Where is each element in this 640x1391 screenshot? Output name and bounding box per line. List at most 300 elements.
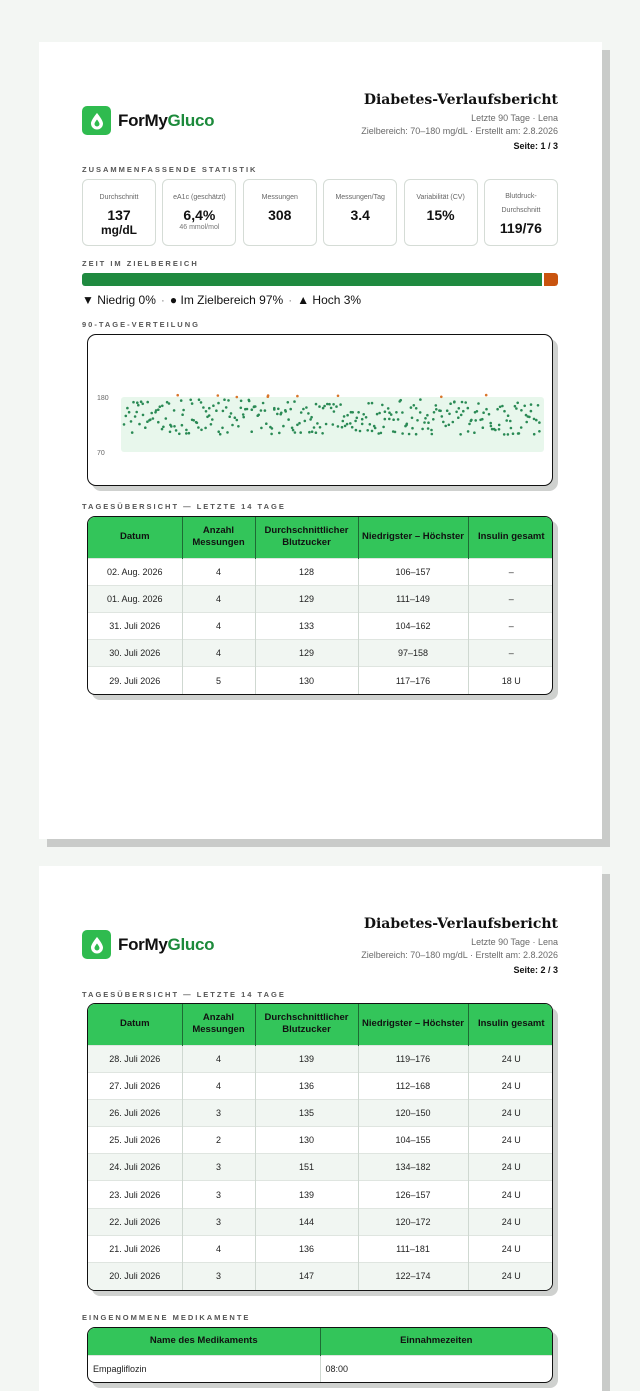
reading-point (185, 432, 188, 435)
reading-point (382, 426, 385, 429)
reading-point (489, 422, 492, 425)
reading-point (442, 421, 445, 424)
reading-point (270, 433, 273, 436)
reading-point-high (440, 396, 443, 399)
reading-point (530, 410, 533, 413)
reading-point (448, 413, 451, 416)
table-cell: – (468, 585, 553, 612)
reading-point (344, 425, 347, 428)
stat-blood-pressure: Blutdruck-Durchschnitt 119/76 (484, 179, 558, 246)
reading-point (413, 404, 416, 407)
distribution-chart-card (87, 334, 553, 486)
table-cell: 28. Juli 2026 (88, 1045, 182, 1072)
reading-point (230, 412, 233, 415)
reading-point (498, 428, 501, 431)
reading-point (192, 419, 195, 422)
reading-point-high (485, 394, 488, 397)
column-header: Anzahl Messungen (182, 1004, 255, 1045)
brand-name: ForMyGluco (118, 110, 215, 130)
table-cell: 4 (182, 1235, 255, 1262)
table-cell: 4 (182, 1072, 255, 1099)
table-cell: 01. Aug. 2026 (88, 585, 182, 612)
reading-point (380, 432, 383, 435)
reading-point (250, 430, 253, 433)
reading-point-high (296, 395, 299, 398)
reading-point (315, 431, 318, 434)
reading-point (181, 424, 184, 427)
reading-point (157, 408, 160, 411)
report-target-range: Zielbereich: 70–180 mg/dL · Erstellt am: 2.8.2026 (361, 126, 558, 136)
reading-point (191, 402, 194, 405)
reading-point (126, 407, 129, 410)
reading-point (131, 431, 134, 434)
table-row (88, 1208, 553, 1235)
reading-point (136, 401, 139, 404)
table-cell: 130 (255, 1127, 358, 1154)
reading-point (411, 427, 414, 430)
reading-point (401, 411, 404, 414)
reading-point (150, 412, 153, 415)
column-header: Durchschnittlicher Blutzucker (255, 517, 358, 558)
reading-point (181, 413, 184, 416)
reading-point (328, 403, 331, 406)
table-cell: 22. Juli 2026 (88, 1208, 182, 1235)
reading-point (173, 409, 176, 412)
column-header: Niedrigster – Höchster (358, 517, 468, 558)
table-cell: 31. Juli 2026 (88, 612, 182, 639)
table-row (88, 1099, 553, 1126)
reading-point (222, 410, 225, 413)
reading-point (240, 400, 243, 403)
reading-point-high (176, 394, 179, 397)
reading-point (236, 419, 239, 422)
reading-point (523, 405, 526, 408)
section-label-distribution: 90-TAGE-VERTEILUNG (82, 320, 200, 329)
column-header: Datum (88, 517, 182, 558)
reading-point (282, 425, 285, 428)
table-row (88, 1181, 553, 1208)
reading-point (349, 422, 352, 425)
reading-point (237, 425, 240, 428)
table-cell: Empagliflozin (88, 1355, 320, 1382)
section-label-summary: ZUSAMMENFASSENDE STATISTIK (82, 165, 258, 174)
reading-point (198, 398, 201, 401)
reading-point (424, 417, 427, 420)
reading-point (518, 432, 521, 435)
reading-point (173, 425, 176, 428)
reading-point (371, 402, 374, 405)
table-cell: 136 (255, 1072, 358, 1099)
table-row (88, 1127, 553, 1154)
reading-point (538, 430, 541, 433)
reading-point (273, 408, 276, 411)
reading-point (361, 418, 364, 421)
table-cell: 111–149 (358, 585, 468, 612)
reading-point (212, 404, 215, 407)
reading-point (537, 404, 540, 407)
daily-table-card-2 (87, 1003, 553, 1291)
reading-point (189, 399, 192, 402)
reading-point (371, 430, 374, 433)
reading-point (204, 427, 207, 430)
table-cell: 135 (255, 1099, 358, 1126)
table-cell: 139 (255, 1181, 358, 1208)
reading-point (144, 426, 147, 429)
table-cell: 24 U (468, 1235, 553, 1262)
reading-point (246, 408, 249, 411)
reading-point (459, 433, 462, 436)
table-cell: 106–157 (358, 558, 468, 585)
table-cell: 151 (255, 1154, 358, 1181)
table-cell: 4 (182, 1045, 255, 1072)
reading-point (264, 409, 267, 412)
reading-point (316, 422, 319, 425)
reading-point (397, 418, 400, 421)
reading-point (499, 406, 502, 409)
distribution-scatter-chart (88, 335, 553, 486)
reading-point (217, 402, 220, 405)
reading-point (535, 419, 538, 422)
reading-point (351, 426, 354, 429)
stat-ea1c: eA1c (geschätzt) 6,4% 46 mmol/mol (162, 179, 236, 246)
reading-point (254, 405, 257, 408)
reading-point (169, 431, 172, 434)
reading-point (165, 417, 168, 420)
reading-point (134, 415, 137, 418)
reading-point (130, 420, 133, 423)
reading-point (494, 429, 497, 432)
reading-point (449, 402, 452, 405)
table-cell: 147 (255, 1263, 358, 1290)
reading-point (332, 403, 335, 406)
table-cell: 111–181 (358, 1235, 468, 1262)
reading-point (359, 430, 362, 433)
table-cell: 129 (255, 640, 358, 667)
reading-point (473, 431, 476, 434)
reading-point (530, 403, 533, 406)
reading-point (257, 414, 260, 417)
reading-point (138, 423, 141, 426)
reading-point (280, 412, 283, 415)
reading-point (135, 411, 138, 414)
reading-point (533, 433, 536, 436)
table-row (88, 1072, 553, 1099)
reading-point (142, 414, 145, 417)
reading-point (337, 425, 340, 428)
column-header: Name des Medikaments (88, 1328, 320, 1355)
reading-point (415, 433, 418, 436)
reading-point (298, 422, 301, 425)
page-number: Seite: 1 / 3 (513, 141, 558, 151)
reading-point (170, 425, 173, 428)
reading-point (505, 419, 508, 422)
reading-point (321, 432, 324, 435)
legend-in-range: ● Im Zielbereich 97% (169, 293, 284, 307)
drop-icon (82, 930, 111, 959)
reading-point (399, 399, 402, 402)
reading-point (439, 410, 442, 413)
reading-point (528, 416, 531, 419)
reading-point (444, 425, 447, 428)
reading-point (394, 431, 397, 434)
column-header: Insulin gesamt (468, 517, 553, 558)
table-row (88, 1355, 552, 1382)
reading-point (470, 419, 473, 422)
reading-point (503, 410, 506, 413)
table-cell: 3 (182, 1154, 255, 1181)
reading-point (284, 410, 287, 413)
reading-point (287, 401, 290, 404)
reading-point (248, 400, 251, 403)
reading-point (496, 408, 499, 411)
reading-point (458, 407, 461, 410)
legend-low: ▼ Niedrig 0% (82, 293, 156, 307)
reading-point (132, 401, 135, 404)
reading-point (419, 411, 422, 414)
reading-point (452, 421, 455, 424)
range-segment-in (82, 273, 542, 286)
table-cell: 24 U (468, 1072, 553, 1099)
reading-point (415, 407, 418, 410)
reading-point (376, 413, 379, 416)
report-header (361, 916, 558, 977)
reading-point (512, 432, 515, 435)
daily-table-card-1 (87, 516, 553, 695)
reading-point (211, 418, 214, 421)
reading-point (365, 416, 368, 419)
reading-point (161, 428, 164, 431)
reading-point (225, 406, 228, 409)
reading-point (205, 410, 208, 413)
reading-point (299, 431, 302, 434)
reading-point (467, 407, 470, 410)
table-cell: 130 (255, 667, 358, 694)
reading-point (302, 408, 305, 411)
reading-point (240, 407, 243, 410)
legend-high: ▲ Hoch 3% (297, 293, 362, 307)
table-cell: 104–162 (358, 612, 468, 639)
reading-point (346, 414, 349, 417)
reading-point (482, 411, 485, 414)
reading-point (289, 408, 292, 411)
reading-point (319, 426, 322, 429)
reading-point (390, 413, 393, 416)
table-cell: 23. Juli 2026 (88, 1181, 182, 1208)
reading-point (294, 431, 297, 434)
table-cell: 24 U (468, 1127, 553, 1154)
reading-point (157, 421, 160, 424)
range-segment-high (544, 273, 558, 286)
reading-point (341, 426, 344, 429)
table-cell: 25. Juli 2026 (88, 1127, 182, 1154)
table-cell: 97–158 (358, 640, 468, 667)
y-tick-label: 70 (97, 450, 105, 457)
reading-point (467, 430, 470, 433)
reading-point (481, 418, 484, 421)
table-cell: 24 U (468, 1154, 553, 1181)
reading-point (168, 402, 171, 405)
time-in-range-bar (82, 273, 558, 286)
reading-point (305, 406, 308, 409)
reading-point (265, 422, 268, 425)
reading-point (313, 426, 316, 429)
section-label-meds: EINGENOMMENE MEDIKAMENTE (82, 1313, 251, 1322)
reading-point (432, 418, 435, 421)
table-cell: 24 U (468, 1208, 553, 1235)
reading-point (125, 415, 128, 418)
table-cell: 122–174 (358, 1263, 468, 1290)
table-cell: 24. Juli 2026 (88, 1154, 182, 1181)
table-row (88, 1235, 553, 1262)
reading-point (223, 398, 226, 401)
reading-point (446, 409, 449, 412)
table-cell: 4 (182, 558, 255, 585)
reading-point (476, 410, 479, 413)
reading-point (515, 407, 518, 410)
reading-point (503, 433, 506, 436)
column-header: Einnahmezeiten (320, 1328, 552, 1355)
reading-point (276, 413, 279, 416)
reading-point (509, 420, 512, 423)
reading-point (293, 400, 296, 403)
reading-point (369, 423, 372, 426)
reading-point (384, 418, 387, 421)
report-page-2 (39, 866, 602, 1391)
reading-point (401, 432, 404, 435)
reading-point (538, 421, 541, 424)
reading-point (322, 407, 325, 410)
time-in-range-legend: ▼ Niedrig 0% · ● Im Zielbereich 97% · ▲ Hoch 3% (82, 293, 362, 307)
reading-point (514, 405, 517, 408)
table-row (88, 1045, 553, 1072)
reading-point (318, 405, 321, 408)
reading-point (490, 425, 493, 428)
page-number: Seite: 2 / 3 (513, 965, 558, 975)
reading-point-high (236, 396, 239, 399)
table-cell: 3 (182, 1263, 255, 1290)
reading-point (455, 411, 458, 414)
table-cell: 120–150 (358, 1099, 468, 1126)
table-cell: 20. Juli 2026 (88, 1263, 182, 1290)
reading-point (292, 429, 295, 432)
table-cell: 5 (182, 667, 255, 694)
reading-point (354, 420, 357, 423)
reading-point (217, 430, 220, 433)
stat-average: Durchschnitt 137 mg/dL (82, 179, 156, 246)
brand-logo (82, 930, 214, 959)
table-cell: 2 (182, 1127, 255, 1154)
table-cell: 133 (255, 612, 358, 639)
reading-point (520, 409, 523, 412)
reading-point (468, 423, 471, 426)
reading-point (408, 433, 411, 436)
reading-point (260, 409, 263, 412)
report-title: Diabetes-Verlaufsbericht (363, 92, 558, 108)
table-cell: 129 (255, 585, 358, 612)
reading-point (137, 404, 140, 407)
reading-point (162, 426, 165, 429)
table-cell: 4 (182, 585, 255, 612)
reading-point (296, 424, 299, 427)
reading-point (435, 404, 438, 407)
table-cell: 21. Juli 2026 (88, 1235, 182, 1262)
table-cell: 120–172 (358, 1208, 468, 1235)
daily-table (88, 1004, 553, 1290)
table-cell: 134–182 (358, 1154, 468, 1181)
reading-point (395, 411, 398, 414)
reading-point (325, 423, 328, 426)
reading-point (356, 417, 359, 420)
reading-point (461, 401, 464, 404)
reading-point (278, 432, 281, 435)
section-label-time-in-range: ZEIT IM ZIELBEREICH (82, 259, 199, 268)
table-cell: 119–176 (358, 1045, 468, 1072)
column-header: Datum (88, 1004, 182, 1045)
reading-point (149, 418, 152, 421)
table-cell: 24 U (468, 1263, 553, 1290)
reading-point (208, 407, 211, 410)
table-cell: 144 (255, 1208, 358, 1235)
reading-point (388, 418, 391, 421)
reading-point (448, 424, 451, 427)
table-cell: 27. Juli 2026 (88, 1072, 182, 1099)
reading-point (310, 416, 313, 419)
reading-point (271, 427, 274, 430)
table-row (88, 558, 553, 585)
reading-point (406, 423, 409, 426)
column-header: Insulin gesamt (468, 1004, 553, 1045)
table-cell: 24 U (468, 1099, 553, 1126)
table-cell: 3 (182, 1181, 255, 1208)
table-row (88, 612, 553, 639)
reading-point (335, 405, 338, 408)
column-header: Anzahl Messungen (182, 517, 255, 558)
table-cell: 29. Juli 2026 (88, 667, 182, 694)
reading-point-high (217, 394, 220, 397)
stat-measurements: Messungen 308 (243, 179, 317, 246)
reading-point (159, 405, 162, 408)
reading-point (326, 403, 329, 406)
reading-point (200, 429, 203, 432)
table-cell: 4 (182, 640, 255, 667)
reading-point (410, 406, 413, 409)
reading-point (197, 426, 200, 429)
table-cell: 08:00 (320, 1355, 552, 1382)
report-period: Letzte 90 Tage · Lena (471, 937, 558, 947)
reading-point (221, 427, 224, 430)
reading-point (307, 412, 310, 415)
reading-point (300, 411, 303, 414)
reading-point (234, 416, 237, 419)
table-cell: 3 (182, 1208, 255, 1235)
reading-point (462, 410, 465, 413)
table-cell: – (468, 640, 553, 667)
table-cell: 112–168 (358, 1072, 468, 1099)
reading-point (260, 427, 263, 430)
reading-point (351, 411, 354, 414)
reading-point (433, 411, 436, 414)
reading-point (123, 423, 126, 426)
reading-point (516, 402, 519, 405)
table-cell: 3 (182, 1099, 255, 1126)
reading-point (200, 401, 203, 404)
reading-point (339, 403, 342, 406)
reading-point (287, 418, 290, 421)
table-cell: 30. Juli 2026 (88, 640, 182, 667)
column-header: Niedrigster – Höchster (358, 1004, 468, 1045)
table-row (88, 585, 553, 612)
reading-point (533, 418, 536, 421)
